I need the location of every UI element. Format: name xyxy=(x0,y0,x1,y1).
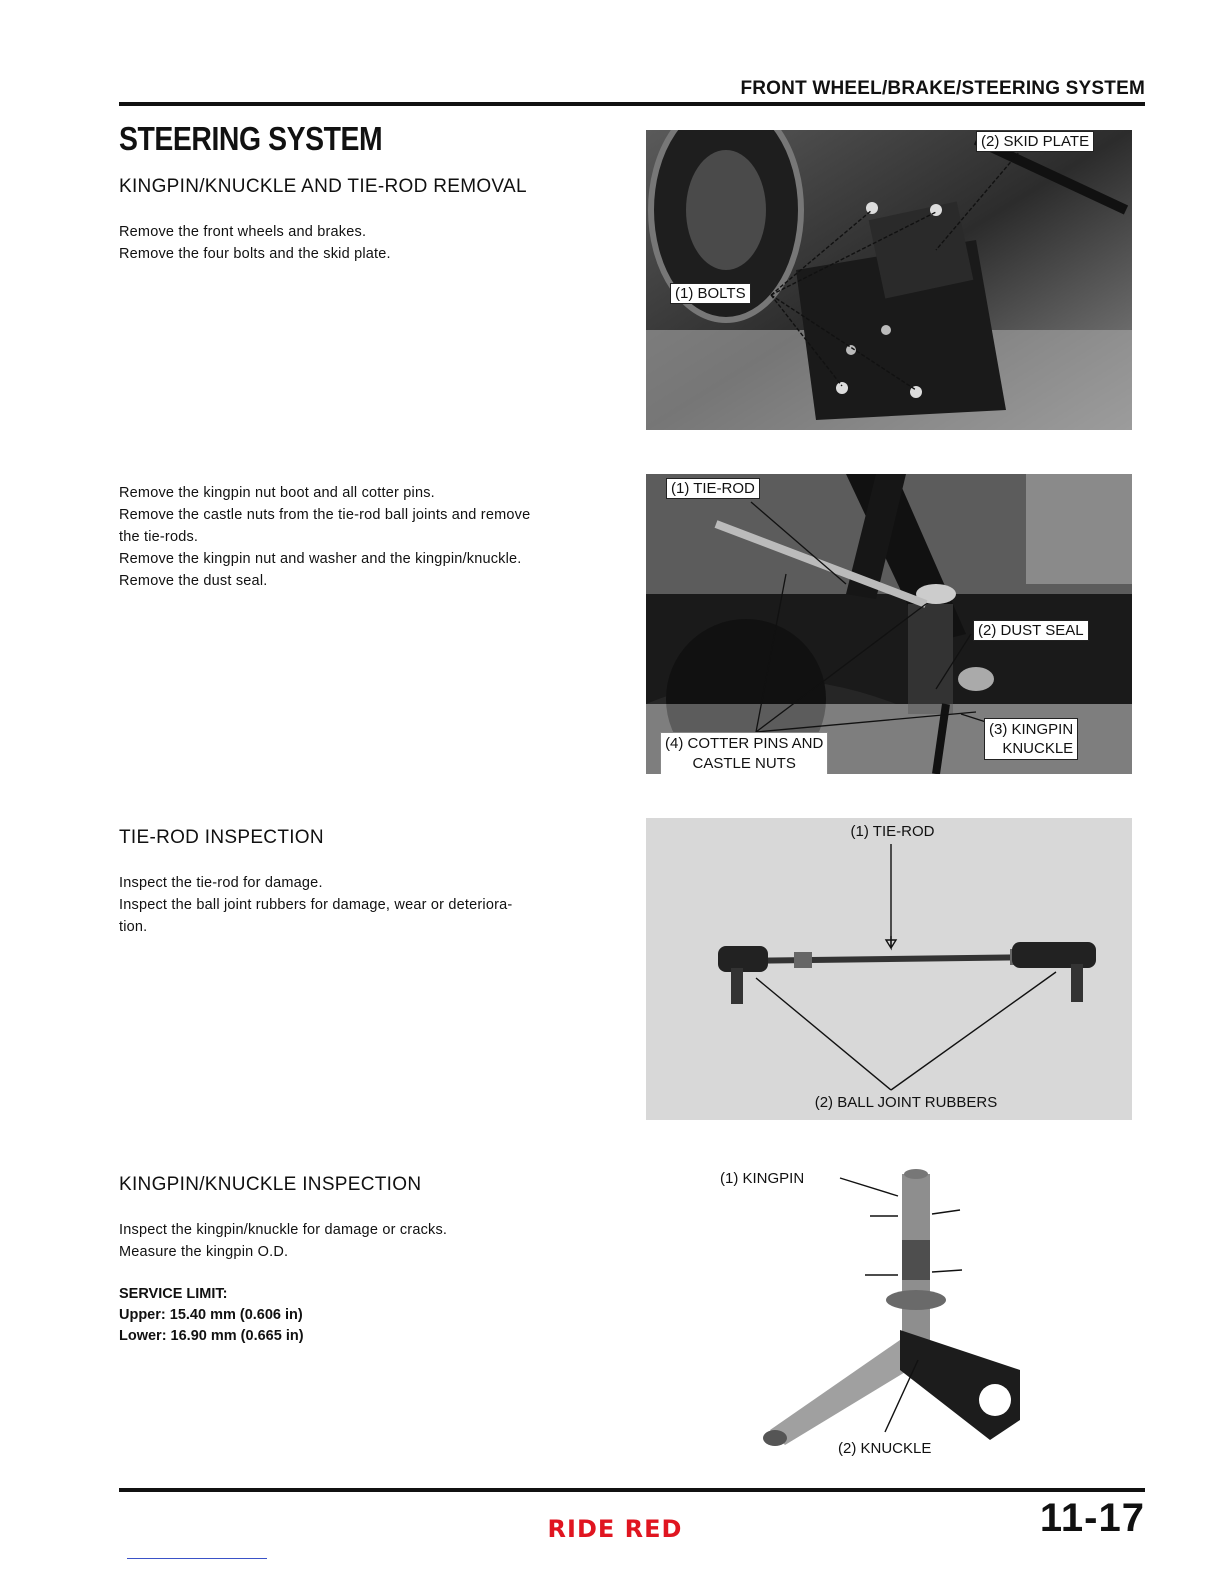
footer-link-underline xyxy=(127,1558,267,1559)
label-kingpin: (1) KINGPIN xyxy=(720,1170,805,1187)
figure-kingpin-knuckle xyxy=(700,1160,1060,1470)
service-limit-block xyxy=(119,1284,519,1347)
label-tie-rod: (1) TIE-ROD xyxy=(830,823,955,841)
label-line: CASTLE NUTS xyxy=(692,755,796,772)
kingpin-inspection-text xyxy=(119,1219,629,1263)
running-header: FRONT WHEEL/BRAKE/STEERING SYSTEM xyxy=(740,78,1145,99)
text-line: Remove the four bolts and the skid plate. xyxy=(119,246,391,262)
text-line: Remove the dust seal. xyxy=(119,573,268,589)
label-line: (4) COTTER PINS AND xyxy=(665,735,824,752)
removal-para-1 xyxy=(119,221,629,265)
text-line: the tie-rods. xyxy=(119,529,199,545)
text-line: Remove the kingpin nut boot and all cotter pins. xyxy=(119,485,435,501)
removal-para-2 xyxy=(119,482,629,592)
label-ball-joint-rubbers: (2) BALL JOINT RUBBERS xyxy=(814,1094,998,1111)
skid-plate-photo-graphic xyxy=(646,130,1132,430)
text-line: Inspect the kingpin/knuckle for damage or cracks. xyxy=(119,1222,448,1238)
figure-skid-plate-photo xyxy=(646,130,1132,430)
label-line: KNUCKLE xyxy=(1002,740,1074,757)
service-limit-label: SERVICE LIMIT: xyxy=(119,1286,228,1302)
label-line: (3) KINGPIN xyxy=(989,721,1074,738)
text-line: Inspect the ball joint rubbers for damage, wear or deteriora- xyxy=(119,897,513,913)
tierod-photo-graphic xyxy=(646,818,1132,1120)
header-rule xyxy=(119,102,1145,106)
text-line: Inspect the tie-rod for damage. xyxy=(119,875,323,891)
label-cotter-pins xyxy=(660,732,828,774)
label-dust-seal: (2) DUST SEAL xyxy=(973,620,1089,641)
figure-tierod-photo xyxy=(646,818,1132,1120)
kingpin-inspection-heading: KINGPIN/KNUCKLE INSPECTION xyxy=(119,1174,422,1195)
label-tie-rod: (1) TIE-ROD xyxy=(666,478,760,499)
text-line: Remove the castle nuts from the tie-rod ball joints and remove xyxy=(119,507,531,523)
tierod-inspection-text xyxy=(119,872,629,938)
footer-brand: RIDE RED xyxy=(547,1515,683,1543)
kingpin-knuckle-graphic xyxy=(700,1160,1060,1470)
label-knuckle: (2) KNUCKLE xyxy=(838,1440,932,1457)
text-line: Remove the front wheels and brakes. xyxy=(119,224,367,240)
label-kingpin-knuckle xyxy=(984,718,1078,760)
label-skid-plate: (2) SKID PLATE xyxy=(976,131,1094,152)
tierod-inspection-heading: TIE-ROD INSPECTION xyxy=(119,827,324,848)
text-line: tion. xyxy=(119,919,148,935)
service-limit-lower: Lower: 16.90 mm (0.665 in) xyxy=(119,1328,304,1344)
label-bolts: (1) BOLTS xyxy=(670,283,751,304)
text-line: Remove the kingpin nut and washer and the kingpin/knuckle. xyxy=(119,551,522,567)
footer-rule xyxy=(119,1488,1145,1492)
page-number: 11-17 xyxy=(1039,1496,1145,1540)
section-title: STEERING SYSTEM xyxy=(119,120,383,157)
text-line: Measure the kingpin O.D. xyxy=(119,1244,289,1260)
service-limit-upper: Upper: 15.40 mm (0.606 in) xyxy=(119,1307,303,1323)
figure-tierod-removal-photo xyxy=(646,474,1132,774)
removal-heading: KINGPIN/KNUCKLE AND TIE-ROD REMOVAL xyxy=(119,176,527,197)
